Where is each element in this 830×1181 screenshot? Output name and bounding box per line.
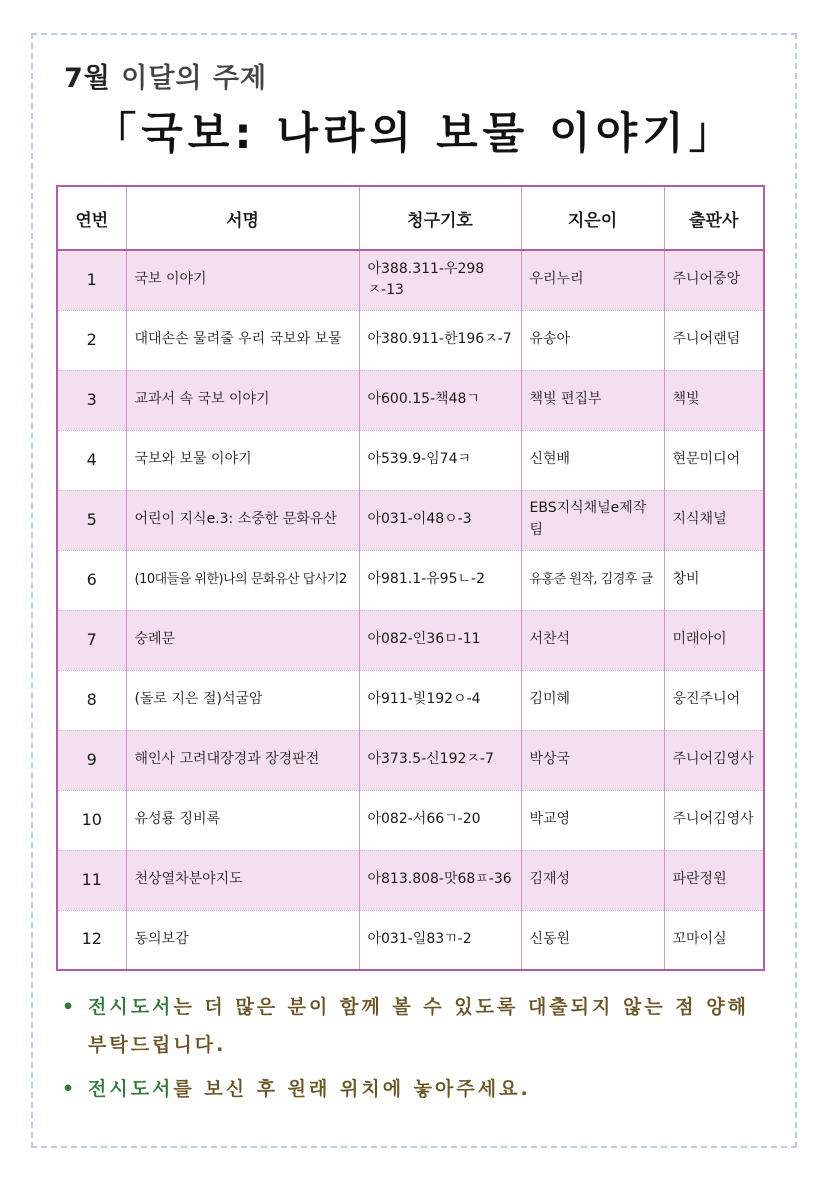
notice-highlight: 전시도서 <box>88 996 174 1018</box>
call-number: 아813.808-맛68ㅍ-36 <box>359 850 521 910</box>
table-row <box>57 370 764 430</box>
row-number: 3 <box>57 370 126 430</box>
row-number: 1 <box>57 250 126 310</box>
column-header-no: 연번 <box>57 186 126 250</box>
book-publisher: 현문미디어 <box>664 430 764 490</box>
book-publisher: 지식채널 <box>664 490 764 550</box>
call-number: 아600.15-책48ㄱ <box>359 370 521 430</box>
book-publisher: 미래아이 <box>664 610 764 670</box>
book-title: 교과서 속 국보 이야기 <box>126 370 359 430</box>
book-publisher: 책빛 <box>664 370 764 430</box>
notice-item <box>60 1070 760 1108</box>
call-number: 아031-일83ㄲ-2 <box>359 910 521 970</box>
row-number: 12 <box>57 910 126 970</box>
book-author: 책빛 편집부 <box>521 370 664 430</box>
table-row <box>57 730 764 790</box>
month-label: 7월 <box>64 63 111 94</box>
book-title: 동의보감 <box>126 910 359 970</box>
page-title: 「국보: 나라의 보물 이야기」 <box>93 109 737 159</box>
book-list-table <box>56 185 765 971</box>
notice-text: 를 보신 후 원래 위치에 놓아주세요. <box>173 1078 531 1100</box>
table-row <box>57 610 764 670</box>
book-title: 천상열차분야지도 <box>126 850 359 910</box>
table-row <box>57 550 764 610</box>
book-publisher: 주니어김영사 <box>664 730 764 790</box>
call-number: 아380.911-한196ㅈ-7 <box>359 310 521 370</box>
book-title: 숭례문 <box>126 610 359 670</box>
book-author: 김미혜 <box>521 670 664 730</box>
book-publisher: 창비 <box>664 550 764 610</box>
table-row <box>57 670 764 730</box>
column-header-call-number: 청구기호 <box>359 186 521 250</box>
call-number: 아388.311-우298ㅈ-13 <box>359 250 521 310</box>
call-number: 아539.9-임74ㅋ <box>359 430 521 490</box>
book-author: EBS지식채널e제작팀 <box>521 490 664 550</box>
call-number: 아911-빛192ㅇ-4 <box>359 670 521 730</box>
table-row <box>57 490 764 550</box>
bullet-icon: • <box>62 996 75 1018</box>
book-author: 서찬석 <box>521 610 664 670</box>
row-number: 11 <box>57 850 126 910</box>
book-publisher: 주니어김영사 <box>664 790 764 850</box>
book-title: (돌로 지은 절)석굴암 <box>126 670 359 730</box>
month-subtitle: 이달의 주제 <box>121 63 268 94</box>
call-number: 아373.5-신192ㅈ-7 <box>359 730 521 790</box>
call-number: 아031-이48ㅇ-3 <box>359 490 521 550</box>
row-number: 4 <box>57 430 126 490</box>
table-row <box>57 310 764 370</box>
table-row <box>57 250 764 310</box>
book-title: 국보 이야기 <box>126 250 359 310</box>
book-publisher: 파란정원 <box>664 850 764 910</box>
book-author: 유송아 <box>521 310 664 370</box>
table-row <box>57 430 764 490</box>
month-heading <box>64 56 267 95</box>
notice-list <box>60 988 760 1114</box>
book-author: 신현배 <box>521 430 664 490</box>
row-number: 5 <box>57 490 126 550</box>
book-title: 국보와 보물 이야기 <box>126 430 359 490</box>
column-header-publisher: 출판사 <box>664 186 764 250</box>
row-number: 10 <box>57 790 126 850</box>
book-publisher: 웅진주니어 <box>664 670 764 730</box>
book-publisher: 꼬마이실 <box>672 930 727 947</box>
call-number: 아981.1-유95ㄴ-2 <box>359 550 521 610</box>
table-row <box>57 850 764 910</box>
book-author: 박교영 <box>521 790 664 850</box>
row-number: 6 <box>57 550 126 610</box>
book-author: 신동원 <box>521 910 664 970</box>
call-number: 아082-서66ㄱ-20 <box>359 790 521 850</box>
book-publisher: 주니어중앙 <box>664 250 764 310</box>
book-author: 유홍준 원작, 김경후 글 <box>521 550 664 610</box>
notice-text: 는 더 많은 분이 함께 볼 수 있도록 대출되지 않는 점 양해 부탁드립니다. <box>88 996 749 1056</box>
book-publisher: 주니어랜덤 <box>664 310 764 370</box>
table-row <box>57 790 764 850</box>
row-number: 8 <box>57 670 126 730</box>
book-title: (10대들을 위한)나의 문화유산 답사기2 <box>126 550 359 610</box>
row-number: 2 <box>57 310 126 370</box>
book-title: 해인사 고려대장경과 장경판전 <box>126 730 359 790</box>
notice-item <box>60 988 760 1064</box>
book-title: 어린이 지식e.3: 소중한 문화유산 <box>126 490 359 550</box>
book-author: 박상국 <box>521 730 664 790</box>
book-author: 김재성 <box>521 850 664 910</box>
call-number: 아082-인36ㅁ-11 <box>359 610 521 670</box>
notice-highlight: 전시도서 <box>88 1078 174 1100</box>
row-number: 7 <box>57 610 126 670</box>
row-number: 9 <box>57 730 126 790</box>
column-header-author: 지은이 <box>521 186 664 250</box>
book-title: 대대손손 물려줄 우리 국보와 보물 <box>126 310 359 370</box>
table-header-row <box>57 186 764 250</box>
column-header-title: 서명 <box>126 186 359 250</box>
table-row <box>57 910 764 970</box>
book-title: 유성룡 징비록 <box>126 790 359 850</box>
book-author: 우리누리 <box>521 250 664 310</box>
bullet-icon: • <box>62 1078 75 1100</box>
